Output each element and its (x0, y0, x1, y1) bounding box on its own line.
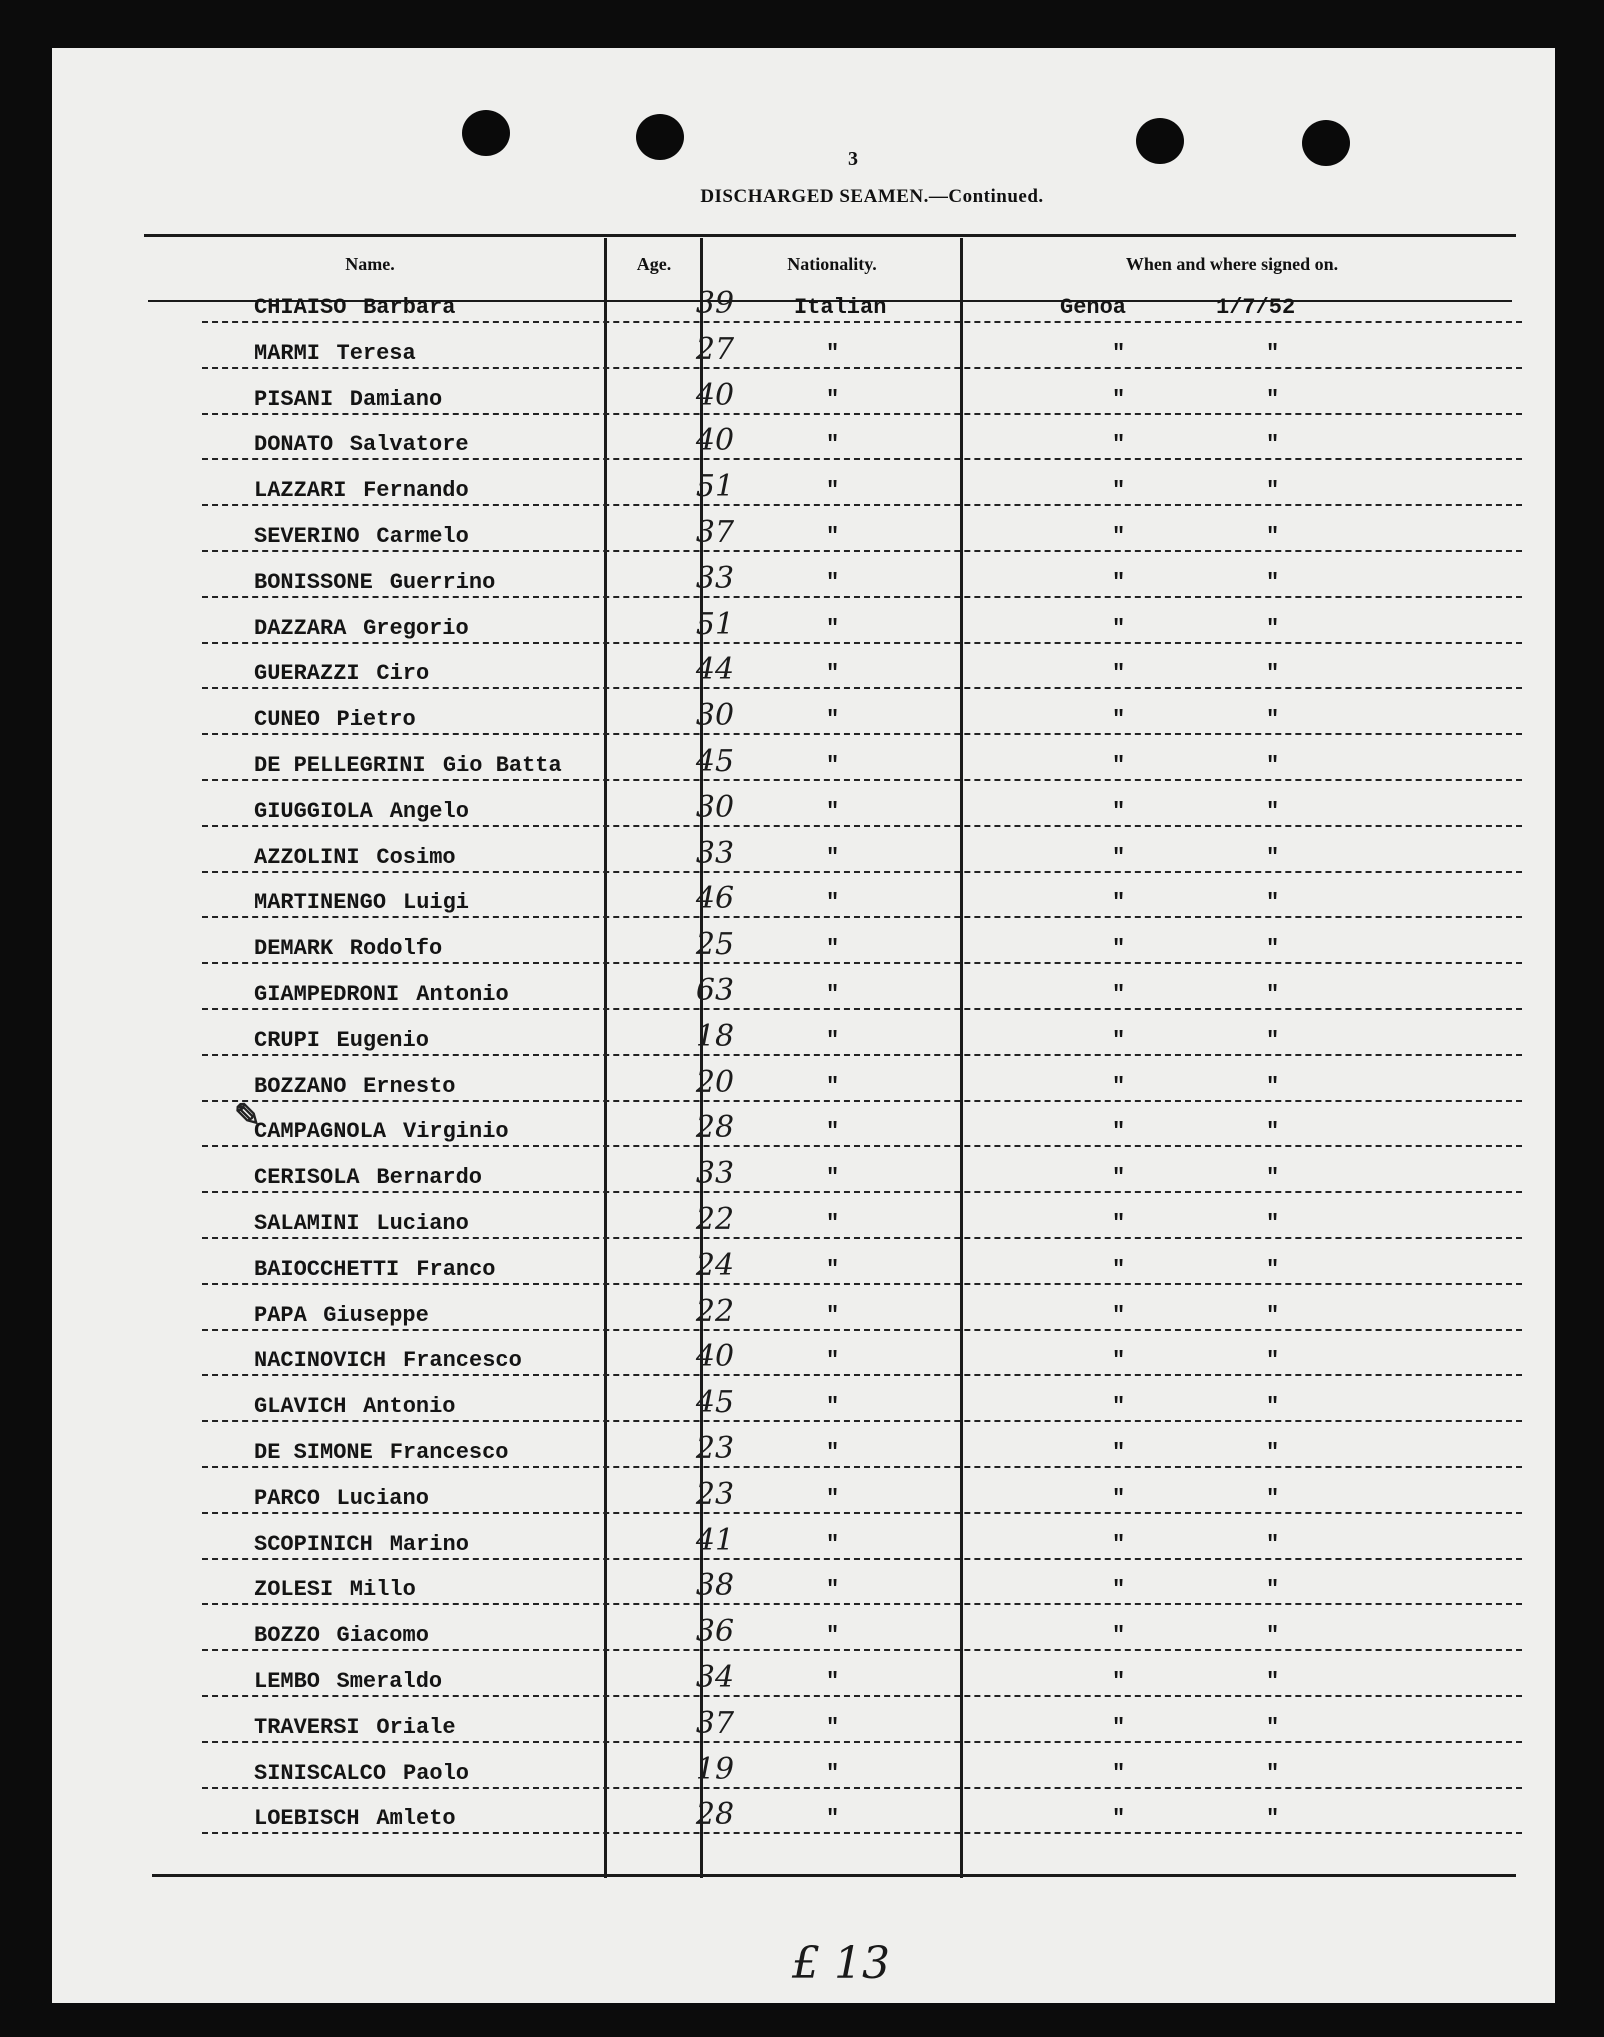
ditto-mark: " (826, 1257, 840, 1282)
ditto-mark: " (826, 616, 840, 641)
punch-hole (462, 110, 510, 156)
table-row (202, 828, 1522, 873)
ditto-mark: " (1112, 1211, 1126, 1236)
given-name: Giuseppe (323, 1303, 429, 1328)
ditto-mark: " (1112, 1532, 1126, 1557)
table-row (202, 415, 1522, 460)
given-name: Carmelo (376, 524, 469, 549)
ditto-mark: " (1266, 1348, 1280, 1373)
dotted-entry-line (202, 367, 1522, 369)
given-name: Franco (416, 1257, 496, 1282)
ditto-mark: " (1112, 753, 1126, 778)
ditto-mark: " (1266, 1074, 1280, 1099)
age: 41 (695, 1523, 735, 1558)
age: 23 (695, 1477, 735, 1512)
punch-hole (1136, 118, 1184, 164)
age: 45 (695, 1385, 735, 1420)
ditto-mark: " (1112, 707, 1126, 732)
table-row (202, 1331, 1522, 1376)
ditto-mark: " (826, 1119, 840, 1144)
ditto-mark: " (1266, 661, 1280, 686)
table-row (202, 736, 1522, 781)
table-row (202, 1652, 1522, 1697)
ditto-mark: " (1266, 753, 1280, 778)
dotted-entry-line (202, 779, 1522, 781)
table-row (202, 1560, 1522, 1605)
table-row (202, 1148, 1522, 1193)
ditto-mark: " (1266, 1257, 1280, 1282)
ditto-mark: " (1112, 936, 1126, 961)
age: 28 (695, 1110, 735, 1145)
age: 23 (695, 1431, 735, 1466)
punch-hole (636, 114, 684, 160)
age: 36 (695, 1614, 735, 1649)
surname: DAZZARA (254, 616, 347, 641)
surname: DE PELLEGRINI (254, 753, 426, 778)
age: 33 (695, 561, 735, 596)
ditto-mark: " (826, 478, 840, 503)
ditto-mark: " (826, 845, 840, 870)
column-header-signed-on: When and where signed on. (1125, 254, 1339, 274)
ditto-mark: " (826, 1715, 840, 1740)
ditto-mark: " (826, 524, 840, 549)
ditto-mark: " (826, 1532, 840, 1557)
ditto-mark: " (1266, 524, 1280, 549)
surname: CERISOLA (254, 1165, 360, 1190)
ditto-mark: " (1266, 1303, 1280, 1328)
age: 46 (695, 881, 735, 916)
table-row (202, 553, 1522, 598)
given-name: Luciano (336, 1486, 429, 1511)
ditto-mark: " (1266, 387, 1280, 412)
surname: PARCO (254, 1486, 321, 1511)
surname: GLAVICH (254, 1394, 347, 1419)
ditto-mark: " (1266, 1623, 1280, 1648)
age: 51 (695, 469, 735, 504)
dotted-entry-line (202, 1832, 1522, 1834)
dotted-entry-line (202, 733, 1522, 735)
given-name: Francesco (403, 1348, 522, 1373)
given-name: Pietro (336, 707, 416, 732)
table-row (202, 370, 1522, 415)
dotted-entry-line (202, 1283, 1522, 1285)
ditto-mark: " (1112, 1074, 1126, 1099)
ditto-mark: " (1112, 478, 1126, 503)
ditto-mark: " (1266, 1761, 1280, 1786)
ditto-mark: " (826, 1486, 840, 1511)
ditto-mark: " (1112, 1577, 1126, 1602)
ditto-mark: " (826, 1165, 840, 1190)
ditto-mark: " (1266, 1486, 1280, 1511)
given-name: Oriale (376, 1715, 456, 1740)
age: 19 (695, 1752, 735, 1787)
dotted-entry-line (202, 916, 1522, 918)
surname: DONATO (254, 432, 334, 457)
ditto-mark: " (826, 570, 840, 595)
table-row (202, 1194, 1522, 1239)
ditto-mark: " (826, 1440, 840, 1465)
column-header-age: Age. (636, 254, 672, 274)
ditto-mark: " (1112, 799, 1126, 824)
dotted-entry-line (202, 1008, 1522, 1010)
ditto-mark: " (1112, 1165, 1126, 1190)
ditto-mark: " (826, 1303, 840, 1328)
page-number: 3 (848, 148, 858, 170)
ditto-mark: " (826, 890, 840, 915)
dotted-entry-line (202, 1649, 1522, 1651)
table-row (202, 1240, 1522, 1285)
table-row (202, 1744, 1522, 1789)
dotted-entry-line (202, 1374, 1522, 1376)
ditto-mark: " (1112, 1119, 1126, 1144)
dotted-entry-line (202, 962, 1522, 964)
age: 24 (695, 1248, 735, 1283)
given-name: Damiano (349, 387, 443, 412)
ditto-mark: " (826, 1074, 840, 1099)
dotted-entry-line (202, 1512, 1522, 1514)
ditto-mark: " (826, 1806, 840, 1831)
surname: CUNEO (254, 707, 321, 732)
surname: MARTINENGO (254, 890, 387, 915)
ditto-mark: " (826, 661, 840, 686)
ditto-mark: " (826, 387, 840, 412)
surname: PAPA (254, 1303, 307, 1328)
surname: BOZZO (254, 1623, 321, 1648)
document-page (52, 48, 1555, 2003)
ditto-mark: " (1112, 1348, 1126, 1373)
ditto-mark: " (1266, 478, 1280, 503)
given-name: Fernando (363, 478, 469, 503)
table-row (202, 690, 1522, 735)
ditto-mark: " (1112, 1669, 1126, 1694)
surname: SCOPINICH (254, 1532, 373, 1557)
age: 20 (695, 1065, 735, 1100)
given-name: Bernardo (376, 1165, 483, 1190)
surname: SALAMINI (254, 1211, 360, 1236)
given-name: Ciro (376, 661, 430, 686)
nationality: Italian (794, 295, 887, 320)
dotted-entry-line (202, 1741, 1522, 1743)
surname: MARMI (254, 341, 321, 366)
table-row (202, 1057, 1522, 1102)
margin-pen-mark: ✎ (234, 1096, 261, 1134)
given-name: Barbara (363, 295, 456, 320)
ditto-mark: " (826, 1028, 840, 1053)
ditto-mark: " (1112, 570, 1126, 595)
ditto-mark: " (1112, 1761, 1126, 1786)
surname: CAMPAGNOLA (254, 1119, 387, 1144)
ditto-mark: " (1112, 432, 1126, 457)
ditto-mark: " (826, 753, 840, 778)
given-name: Antonio (416, 982, 509, 1007)
ditto-mark: " (1112, 845, 1126, 870)
given-name: Giacomo (336, 1623, 429, 1648)
surname: TRAVERSI (254, 1715, 360, 1740)
age: 18 (695, 1019, 735, 1054)
ditto-mark: " (1266, 1165, 1280, 1190)
given-name: Rodolfo (349, 936, 443, 961)
surname: BOZZANO (254, 1074, 347, 1099)
given-name: Eugenio (336, 1028, 429, 1053)
ditto-mark: " (1112, 1303, 1126, 1328)
age: 40 (695, 378, 735, 413)
dotted-entry-line (202, 504, 1522, 506)
ditto-mark: " (826, 799, 840, 824)
surname: BAIOCCHETTI (254, 1257, 400, 1282)
given-name: Salvatore (349, 432, 469, 457)
table-row (202, 1102, 1522, 1147)
table-row (202, 644, 1522, 689)
ditto-mark: " (826, 1394, 840, 1419)
surname: BONISSONE (254, 570, 373, 595)
given-name: Ernesto (363, 1074, 456, 1099)
dotted-entry-line (202, 1145, 1522, 1147)
surname: AZZOLINI (254, 845, 360, 870)
ditto-mark: " (1112, 661, 1126, 686)
ditto-mark: " (1266, 1532, 1280, 1557)
given-name: Millo (349, 1577, 416, 1602)
age: 45 (695, 744, 735, 779)
age: 22 (695, 1202, 735, 1237)
ditto-mark: " (1112, 1028, 1126, 1053)
table-row (202, 1789, 1522, 1834)
table-top-rule (144, 234, 1516, 237)
table-row (202, 1377, 1522, 1422)
dotted-entry-line (202, 1054, 1522, 1056)
age: 44 (695, 652, 735, 687)
surname: ZOLESI (254, 1577, 334, 1602)
ditto-mark: " (1112, 1440, 1126, 1465)
ditto-mark: " (1112, 890, 1126, 915)
ditto-mark: " (1266, 1669, 1280, 1694)
age: 28 (695, 1797, 735, 1832)
table-row (202, 965, 1522, 1010)
ditto-mark: " (1112, 616, 1126, 641)
age: 34 (695, 1660, 735, 1695)
age: 33 (695, 1156, 735, 1191)
age: 30 (695, 698, 735, 733)
dotted-entry-line (202, 550, 1522, 552)
dotted-entry-line (202, 1191, 1522, 1193)
ditto-mark: " (826, 1623, 840, 1648)
ditto-mark: " (1112, 982, 1126, 1007)
column-header-name: Name. (345, 254, 395, 274)
punch-hole (1302, 120, 1350, 166)
surname: LOEBISCH (254, 1806, 360, 1831)
ditto-mark: " (1112, 1806, 1126, 1831)
age: 22 (695, 1294, 735, 1329)
given-name: Cosimo (376, 845, 456, 870)
dotted-entry-line (202, 321, 1522, 323)
given-name: Guerrino (389, 570, 496, 595)
ditto-mark: " (1266, 845, 1280, 870)
age: 51 (695, 607, 735, 642)
table-row (202, 873, 1522, 918)
ditto-mark: " (1266, 1806, 1280, 1831)
ditto-mark: " (1266, 570, 1280, 595)
table-row (202, 782, 1522, 827)
ditto-mark: " (826, 707, 840, 732)
surname: LEMBO (254, 1669, 321, 1694)
ditto-mark: " (1112, 1715, 1126, 1740)
dotted-entry-line (202, 458, 1522, 460)
ditto-mark: " (1266, 936, 1280, 961)
ditto-mark: " (1266, 1028, 1280, 1053)
age: 63 (695, 973, 735, 1008)
dotted-entry-line (202, 1466, 1522, 1468)
column-header-nationality: Nationality. (787, 254, 877, 274)
page-title: DISCHARGED SEAMEN.—Continued. (700, 186, 1044, 207)
ditto-mark: " (1112, 524, 1126, 549)
surname: CHIAISO (254, 295, 347, 320)
given-name: Amleto (376, 1806, 456, 1831)
ditto-mark: " (1112, 1486, 1126, 1511)
ditto-mark: " (1266, 1440, 1280, 1465)
signed-on-place: Genoa (1060, 295, 1127, 320)
ditto-mark: " (1266, 1715, 1280, 1740)
given-name: Marino (389, 1532, 469, 1557)
age: 38 (695, 1568, 735, 1603)
table-row (202, 1698, 1522, 1743)
age: 39 (695, 286, 735, 321)
given-name: Smeraldo (336, 1669, 443, 1694)
age: 37 (695, 515, 735, 550)
ditto-mark: " (826, 1761, 840, 1786)
table-row (202, 324, 1522, 369)
given-name: Antonio (363, 1394, 456, 1419)
ditto-mark: " (1266, 432, 1280, 457)
given-name: Luigi (403, 890, 470, 915)
given-name: Angelo (389, 799, 469, 824)
age: 25 (695, 927, 735, 962)
age: 33 (695, 836, 735, 871)
surname: DE SIMONE (254, 1440, 373, 1465)
ditto-mark: " (1112, 1623, 1126, 1648)
ditto-mark: " (826, 341, 840, 366)
surname: PISANI (254, 387, 334, 412)
table-row (202, 1469, 1522, 1514)
ditto-mark: " (1266, 1119, 1280, 1144)
dotted-entry-line (202, 1603, 1522, 1605)
surname: GIUGGIOLA (254, 799, 373, 824)
surname: LAZZARI (254, 478, 347, 503)
signed-on-date: 1/7/52 (1216, 295, 1296, 320)
ditto-mark: " (1266, 1394, 1280, 1419)
table-row (202, 461, 1522, 506)
given-name: Luciano (376, 1211, 469, 1236)
table-row (202, 1286, 1522, 1331)
given-name: Teresa (336, 341, 416, 366)
table-row (202, 1423, 1522, 1468)
dotted-entry-line (202, 825, 1522, 827)
age: 37 (695, 1706, 735, 1741)
given-name: Gregorio (363, 616, 469, 641)
ditto-mark: " (1266, 799, 1280, 824)
ditto-mark: " (1266, 982, 1280, 1007)
handwritten-note: £ 13 (792, 1938, 890, 1989)
age: 40 (695, 423, 735, 458)
ditto-mark: " (826, 1669, 840, 1694)
age: 27 (695, 332, 735, 367)
surname: DEMARK (254, 936, 334, 961)
dotted-entry-line (202, 1420, 1522, 1422)
dotted-entry-line (202, 687, 1522, 689)
surname: GUERAZZI (254, 661, 360, 686)
table-row (202, 278, 1522, 323)
surname: SEVERINO (254, 524, 360, 549)
table-row (202, 1011, 1522, 1056)
table-row (202, 599, 1522, 644)
ditto-mark: " (1266, 707, 1280, 732)
ditto-mark: " (826, 936, 840, 961)
ditto-mark: " (1266, 616, 1280, 641)
ditto-mark: " (1266, 341, 1280, 366)
ditto-mark: " (826, 1348, 840, 1373)
given-name: Francesco (389, 1440, 509, 1465)
dotted-entry-line (202, 1695, 1522, 1697)
ditto-mark: " (1266, 1211, 1280, 1236)
surname: GIAMPEDRONI (254, 982, 400, 1007)
dotted-entry-line (202, 596, 1522, 598)
table-bottom-rule (152, 1874, 1516, 1877)
ditto-mark: " (1112, 387, 1126, 412)
age: 40 (695, 1339, 735, 1374)
ditto-mark: " (826, 432, 840, 457)
ditto-mark: " (826, 1211, 840, 1236)
ditto-mark: " (1266, 1577, 1280, 1602)
given-name: Virginio (403, 1119, 509, 1144)
ditto-mark: " (1112, 1394, 1126, 1419)
table-row (202, 919, 1522, 964)
table-row (202, 1606, 1522, 1651)
ditto-mark: " (826, 1577, 840, 1602)
ditto-mark: " (1266, 890, 1280, 915)
surname: NACINOVICH (254, 1348, 387, 1373)
age: 30 (695, 790, 735, 825)
table-row (202, 1515, 1522, 1560)
ditto-mark: " (1112, 1257, 1126, 1282)
dotted-entry-line (202, 1237, 1522, 1239)
ditto-mark: " (826, 982, 840, 1007)
surname: CRUPI (254, 1028, 321, 1053)
given-name: Gio Batta (442, 753, 562, 778)
surname: SINISCALCO (254, 1761, 387, 1786)
ditto-mark: " (1112, 341, 1126, 366)
given-name: Paolo (403, 1761, 470, 1786)
table-row (202, 507, 1522, 552)
